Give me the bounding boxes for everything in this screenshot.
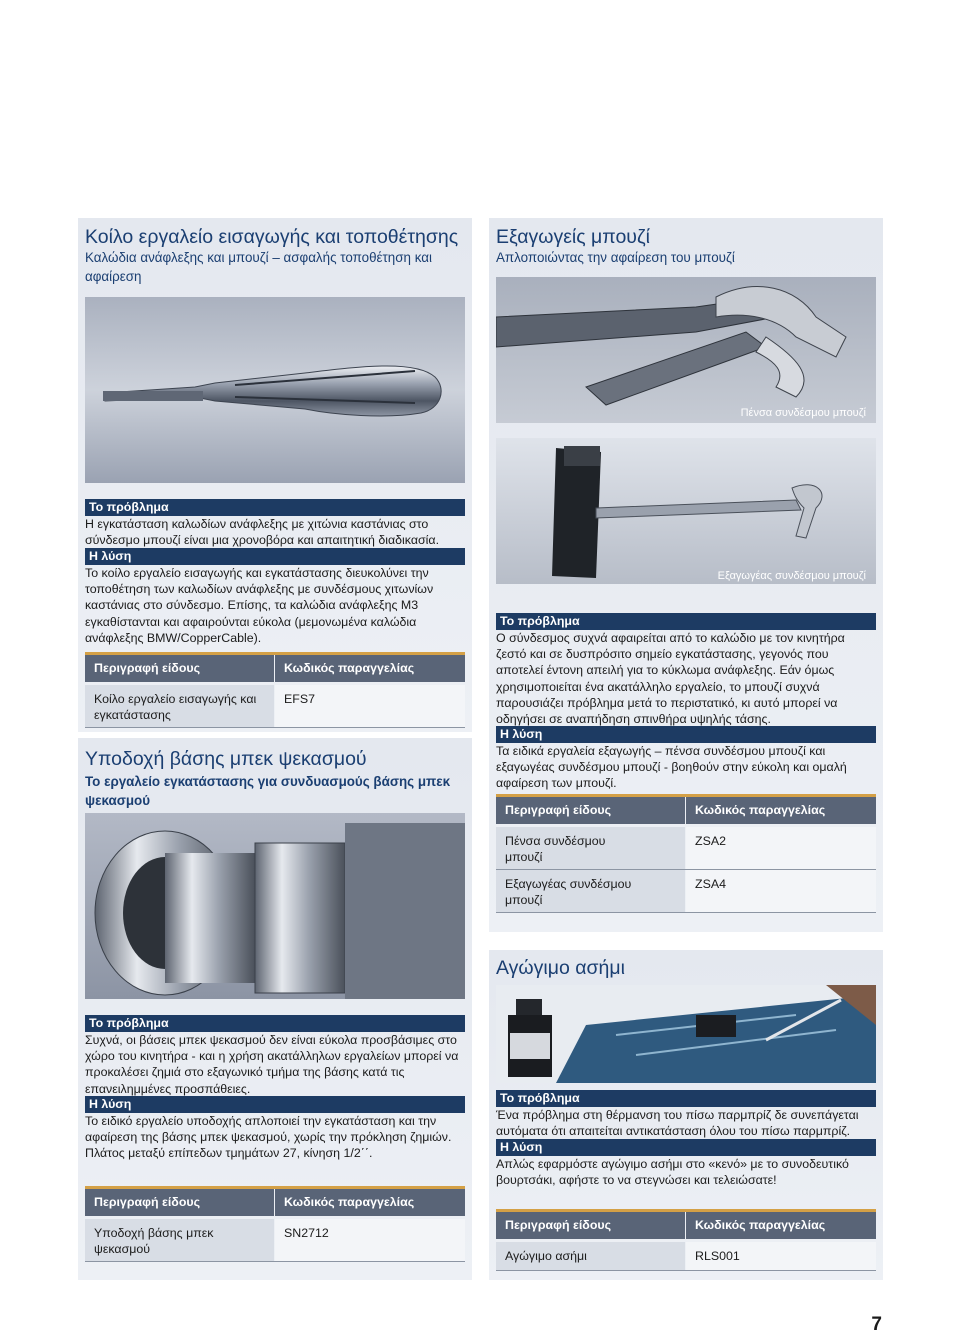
spark-plug-puller-photo	[496, 438, 876, 584]
table-row	[85, 685, 465, 728]
spark-plug-socket-photo	[85, 813, 465, 999]
insertion-tool-title: Κοίλο εργαλείο εισαγωγής και τοποθέτησης	[85, 226, 459, 248]
conductive-varnish-solution-text: Απλώς εφαρμόστε αγώγιμο ασήμι στο «κενό» με το συνοδευτικό βουρτσάκι, αφήστε το να στεγνώσει και τελειώσατε!	[496, 1157, 849, 1188]
item-description: Εξαγωγέας συνδέσμου μπουζί	[496, 870, 685, 912]
conductive-varnish-solution-label: Η λύση	[496, 1139, 876, 1156]
insertion-tool-solution-label: Η λύση	[85, 548, 465, 565]
item-order-code: EFS7	[275, 685, 465, 727]
conductive-varnish-problem-label: Το πρόβλημα	[496, 1090, 876, 1107]
spark-plug-socket-order-table	[85, 1186, 465, 1262]
insertion-tool-problem-text: Η εγκατάσταση καλωδίων ανάφλεξης με χιτώνια καστάνιας στο σύνδεσμο μπουζί είναι μια χρονοβόρα και απαιτητική διαδικασία.	[85, 517, 440, 548]
spark-plug-socket-solution-label: Η λύση	[85, 1096, 465, 1113]
insertion-tool-problem-label: Το πρόβλημα	[85, 499, 465, 516]
table-row	[496, 827, 876, 870]
item-description: Κοίλο εργαλείο εισαγωγής και εγκατάστασης	[85, 685, 274, 727]
table-header	[85, 1186, 465, 1216]
column-header-order-code: Κωδικός παραγγελίας	[686, 1212, 876, 1239]
conductive-varnish-photo	[496, 985, 876, 1083]
spark-plug-pullers-problem-label: Το πρόβλημα	[496, 613, 876, 630]
column-header-order-code: Κωδικός παραγγελίας	[686, 797, 876, 824]
column-header-description: Περιγραφή είδους	[85, 655, 274, 682]
spark-plug-puller-caption: Εξαγωγέας συνδέσμου μπουζί	[717, 570, 866, 582]
insertion-tool-subtitle: Καλώδια ανάφλεξης και μπουζί – ασφαλής τοποθέτηση και αφαίρεση	[85, 250, 432, 284]
spark-plug-pullers-subtitle: Απλοποιώντας την αφαίρεση του μπουζί	[496, 250, 735, 265]
table-header	[496, 1209, 876, 1239]
conductive-varnish-title: Αγώγιμο ασήμι	[496, 957, 625, 979]
spark-plug-socket-problem-text: Συχνά, οι βάσεις μπεκ ψεκασμού δεν είναι εύκολα προσβάσιμες στο χώρο του κινητήρα - και η χρήση ακατάλληλων εργαλείων μπορεί να προκαλέσει ζημιά στο εξαγωνικό τμήμα της βάσης κατά τις επανειλημμένες προσπάθειες.	[85, 1033, 459, 1096]
page-number: 7	[871, 1314, 882, 1335]
insertion-tool-order-table	[85, 652, 465, 728]
conductive-varnish-order-table	[496, 1209, 876, 1271]
column-header-order-code: Κωδικός παραγγελίας	[275, 1189, 465, 1216]
column-header-description: Περιγραφή είδους	[496, 797, 685, 824]
item-order-code: RLS001	[686, 1242, 876, 1270]
spark-plug-pliers-photo	[496, 277, 876, 423]
insertion-tool-solution-text: Το κοίλο εργαλείο εισαγωγής και εγκατάστασης διευκολύνει την τοποθέτηση των καλωδίων ανάφλεξης με συνδέσμους χιτωνίων καστάνιας στο σύνδεσμο. Επίσης, τα καλώδια ανάφλεξης M3 εγκαθίστανται και αφαιρούνται εύκολα (μεμονωμένα καλώδια ανάφλεξης BMW/CopperCable).	[85, 566, 434, 645]
item-description: Πένσα συνδέσμου μπουζί	[496, 827, 685, 869]
table-header	[496, 794, 876, 824]
column-header-description: Περιγραφή είδους	[496, 1212, 685, 1239]
conductive-varnish-problem-text: Ένα πρόβλημα στη θέρμανση του πίσω παρμπρίζ δε συνεπάγεται αυτόματα ότι απαιτείται αντικατάσταση όλου του πίσω παρμπρίζ.	[496, 1108, 859, 1139]
table-row	[496, 1242, 876, 1271]
spark-plug-pullers-problem-text: Ο σύνδεσμος συχνά αφαιρείται από το καλώδιο με τον κινητήρα ζεστό και σε δυσπρόσιτο σημείο εγκατάστασης, γεγονός που αποτελεί έντονη απειλή για το κύκλωμα ανάφλεξης. Εάν όμως χρησιμοποιείται ένα ακατάλληλο εργαλείο, το μπουζί συχνά παρουσιάζει πρόβλημα μετά το περιστατικό, κι αυτό μπορεί να οδηγήσει σε αναπήδηση σπινθήρα υψηλής τάσης.	[496, 631, 845, 727]
spark-plug-pullers-title: Εξαγωγείς μπουζί	[496, 226, 650, 248]
column-header-description: Περιγραφή είδους	[85, 1189, 274, 1216]
table-row	[496, 870, 876, 913]
item-description: Υποδοχή βάσης μπεκ ψεκασμού	[85, 1219, 274, 1261]
table-header	[85, 652, 465, 682]
spark-plug-pullers-order-table	[496, 794, 876, 913]
spark-plug-socket-problem-label: Το πρόβλημα	[85, 1015, 465, 1032]
item-order-code: ZSA4	[686, 870, 876, 912]
insertion-tool-photo	[85, 297, 465, 483]
spark-plug-pliers-caption: Πένσα συνδέσμου μπουζί	[740, 407, 866, 419]
item-order-code: ZSA2	[686, 827, 876, 869]
spark-plug-socket-solution-text: Το ειδικό εργαλείο υποδοχής απλοποιεί την εγκατάσταση και την αφαίρεση της βάσης μπεκ ψεκασμού, χωρίς την πρόκληση ζημιών. Πλάτος μεταξύ επίπεδων τμημάτων 27, κίνηση 1/2΄΄.	[85, 1114, 452, 1161]
spark-plug-socket-subtitle: Το εργαλείο εγκατάστασης για συνδυασμούς βάσης μπεκ ψεκασμού	[85, 774, 451, 808]
table-row	[85, 1219, 465, 1262]
spark-plug-pullers-solution-label: Η λύση	[496, 726, 876, 743]
item-order-code: SN2712	[275, 1219, 465, 1261]
spark-plug-socket-title: Υποδοχή βάσης μπεκ ψεκασμού	[85, 748, 367, 770]
column-header-order-code: Κωδικός παραγγελίας	[275, 655, 465, 682]
spark-plug-pullers-solution-text: Τα ειδικά εργαλεία εξαγωγής – πένσα συνδέσμου μπουζί και εξαγωγέας συνδέσμου μπουζί - βοηθούν στην εύκολη και ομαλή αφαίρεση των μπουζί.	[496, 744, 847, 791]
item-description: Αγώγιμο ασήμι	[496, 1242, 685, 1270]
